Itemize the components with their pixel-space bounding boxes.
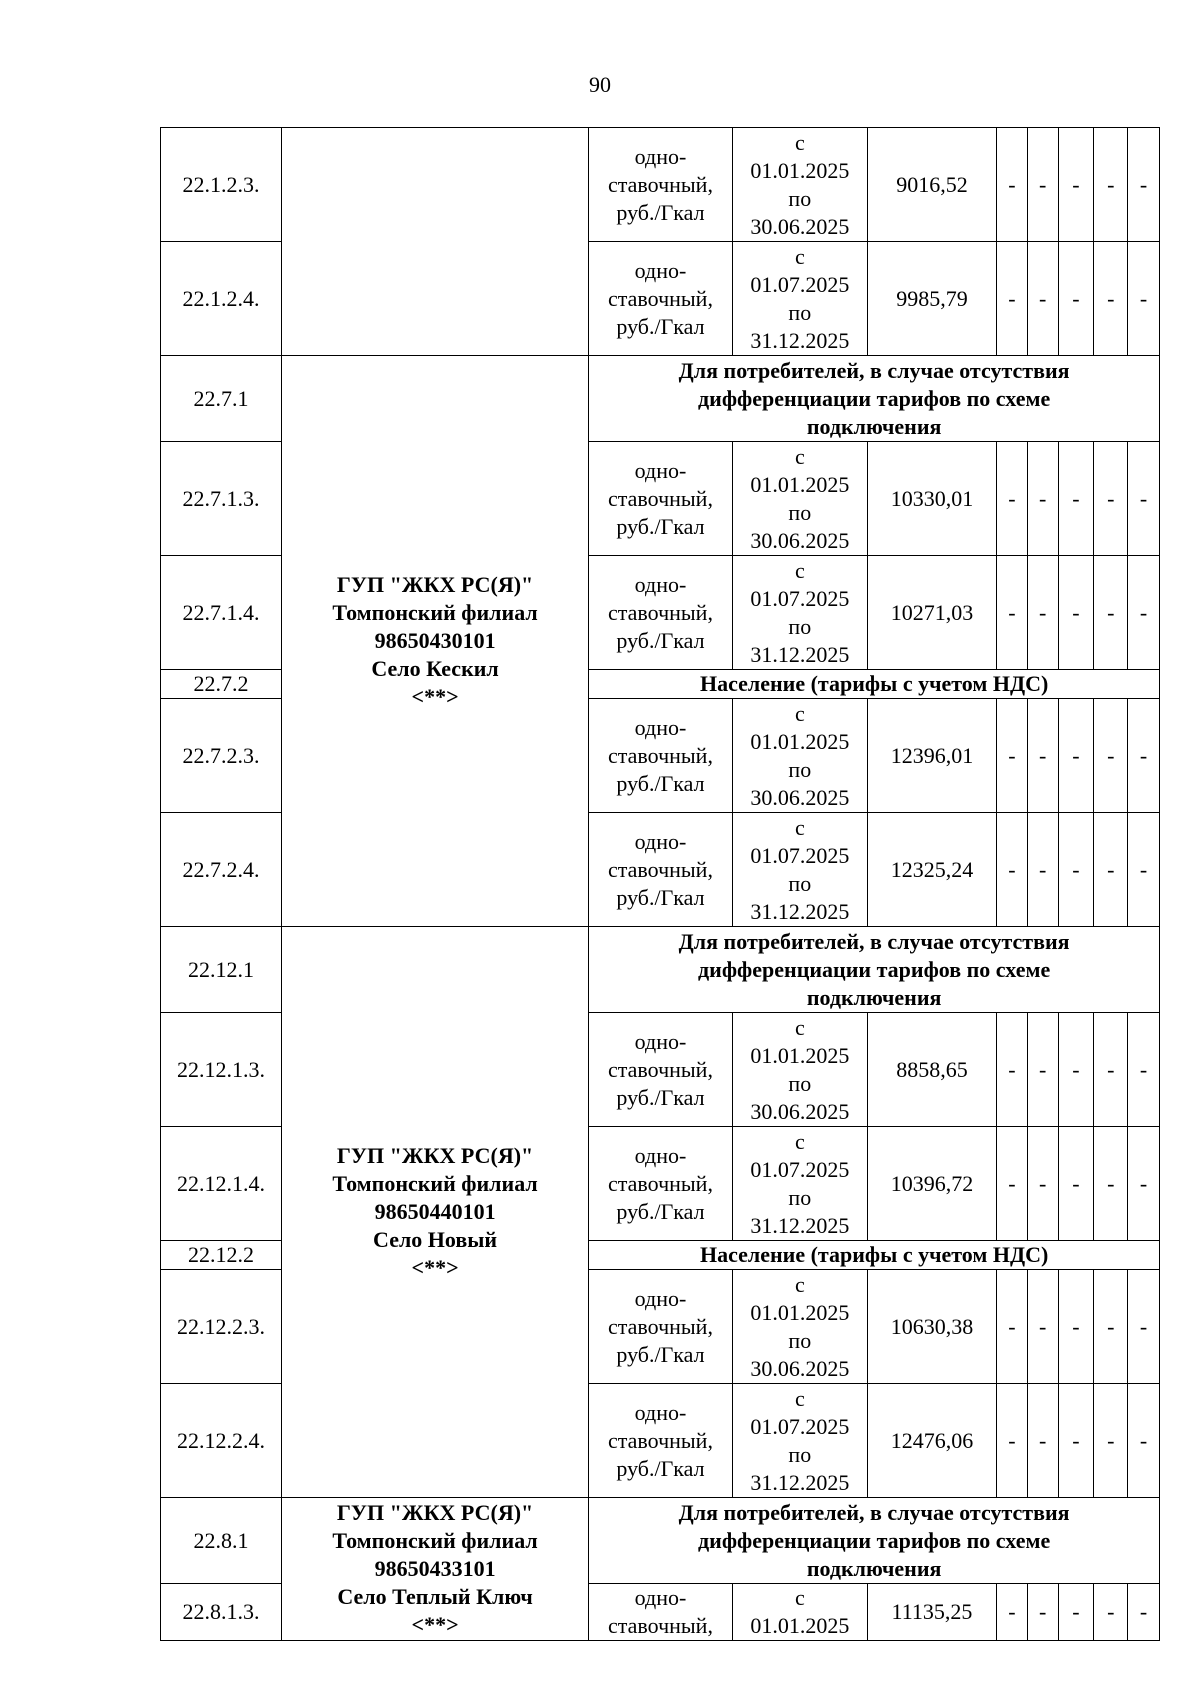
dash-cell: - bbox=[1027, 242, 1058, 356]
row-number: 22.8.1 bbox=[161, 1498, 282, 1584]
dash-cell: - bbox=[997, 442, 1028, 556]
dash-cell: - bbox=[1094, 442, 1128, 556]
dash-cell: - bbox=[997, 1384, 1028, 1498]
rate-type-cell: одно- ставочный, руб./Гкал bbox=[589, 1384, 732, 1498]
dash-cell: - bbox=[1094, 1127, 1128, 1241]
tariff-value: 11135,25 bbox=[867, 1584, 996, 1641]
rate-type-cell: одно- ставочный, руб./Гкал bbox=[589, 128, 732, 242]
table-row bbox=[161, 356, 1160, 442]
row-number: 22.7.1 bbox=[161, 356, 282, 442]
section-header-population: Население (тарифы с учетом НДС) bbox=[589, 1241, 1160, 1270]
row-number: 22.12.2 bbox=[161, 1241, 282, 1270]
dash-cell: - bbox=[997, 242, 1028, 356]
organization-cell: ГУП "ЖКХ РС(Я)" Томпонский филиал 98650430101 Село Кескил <**> bbox=[281, 356, 588, 927]
dash-cell: - bbox=[1094, 1384, 1128, 1498]
tariff-value: 9985,79 bbox=[867, 242, 996, 356]
dash-cell: - bbox=[1128, 1584, 1160, 1641]
table-row bbox=[161, 1498, 1160, 1584]
dash-cell: - bbox=[1058, 1584, 1094, 1641]
period-cell: с 01.01.2025 по 30.06.2025 bbox=[732, 1013, 867, 1127]
row-number: 22.7.2 bbox=[161, 670, 282, 699]
dash-cell: - bbox=[1128, 556, 1160, 670]
dash-cell: - bbox=[997, 556, 1028, 670]
period-cell: с 01.01.2025 по 30.06.2025 bbox=[732, 699, 867, 813]
dash-cell: - bbox=[997, 813, 1028, 927]
tariff-value: 10271,03 bbox=[867, 556, 996, 670]
row-number: 22.8.1.3. bbox=[161, 1584, 282, 1641]
dash-cell: - bbox=[1128, 699, 1160, 813]
rate-type-cell: одно- ставочный, руб./Гкал bbox=[589, 1013, 732, 1127]
tariff-value: 9016,52 bbox=[867, 128, 996, 242]
dash-cell: - bbox=[1094, 1013, 1128, 1127]
tariff-table bbox=[160, 127, 1160, 1641]
row-number: 22.7.2.4. bbox=[161, 813, 282, 927]
dash-cell: - bbox=[1058, 242, 1094, 356]
tariff-value: 8858,65 bbox=[867, 1013, 996, 1127]
dash-cell: - bbox=[1128, 128, 1160, 242]
dash-cell: - bbox=[997, 699, 1028, 813]
section-header-population: Население (тарифы с учетом НДС) bbox=[589, 670, 1160, 699]
dash-cell: - bbox=[1128, 242, 1160, 356]
row-number: 22.7.2.3. bbox=[161, 699, 282, 813]
rate-type-cell: одно- ставочный, руб./Гкал bbox=[589, 699, 732, 813]
dash-cell: - bbox=[1128, 1013, 1160, 1127]
organization-cell: ГУП "ЖКХ РС(Я)" Томпонский филиал 98650440101 Село Новый <**> bbox=[281, 927, 588, 1498]
dash-cell: - bbox=[1058, 1127, 1094, 1241]
row-number: 22.1.2.4. bbox=[161, 242, 282, 356]
row-number: 22.1.2.3. bbox=[161, 128, 282, 242]
dash-cell: - bbox=[1058, 699, 1094, 813]
period-cell: с 01.07.2025 по 31.12.2025 bbox=[732, 813, 867, 927]
dash-cell: - bbox=[1058, 1013, 1094, 1127]
dash-cell: - bbox=[997, 1584, 1028, 1641]
dash-cell: - bbox=[1027, 442, 1058, 556]
dash-cell: - bbox=[1094, 242, 1128, 356]
table-row bbox=[161, 927, 1160, 1013]
rate-type-cell: одно- ставочный, руб./Гкал bbox=[589, 1270, 732, 1384]
dash-cell: - bbox=[1027, 1013, 1058, 1127]
tariff-value: 12325,24 bbox=[867, 813, 996, 927]
period-cell: с 01.01.2025 по 30.06.2025 bbox=[732, 442, 867, 556]
rate-type-cell: одно- ставочный, руб./Гкал bbox=[589, 242, 732, 356]
rate-type-cell: одно- ставочный, bbox=[589, 1584, 732, 1641]
dash-cell: - bbox=[1058, 1384, 1094, 1498]
rate-type-cell: одно- ставочный, руб./Гкал bbox=[589, 556, 732, 670]
dash-cell: - bbox=[997, 1127, 1028, 1241]
rate-type-cell: одно- ставочный, руб./Гкал bbox=[589, 1127, 732, 1241]
table-row bbox=[161, 128, 1160, 242]
dash-cell: - bbox=[1128, 1384, 1160, 1498]
section-header-consumers: Для потребителей, в случае отсутствия дифференциации тарифов по схеме подключения bbox=[589, 927, 1160, 1013]
tariff-value: 12476,06 bbox=[867, 1384, 996, 1498]
dash-cell: - bbox=[1128, 1270, 1160, 1384]
dash-cell: - bbox=[1058, 556, 1094, 670]
dash-cell: - bbox=[997, 1013, 1028, 1127]
dash-cell: - bbox=[1128, 813, 1160, 927]
dash-cell: - bbox=[1094, 699, 1128, 813]
dash-cell: - bbox=[1027, 1384, 1058, 1498]
dash-cell: - bbox=[1027, 128, 1058, 242]
page-number: 90 bbox=[589, 72, 611, 97]
period-cell: с 01.01.2025 bbox=[732, 1584, 867, 1641]
period-cell: с 01.07.2025 по 31.12.2025 bbox=[732, 242, 867, 356]
organization-cell-empty bbox=[281, 128, 588, 356]
dash-cell: - bbox=[1128, 1127, 1160, 1241]
row-number: 22.12.1.3. bbox=[161, 1013, 282, 1127]
dash-cell: - bbox=[1094, 128, 1128, 242]
period-cell: с 01.01.2025 по 30.06.2025 bbox=[732, 128, 867, 242]
tariff-value: 10396,72 bbox=[867, 1127, 996, 1241]
dash-cell: - bbox=[997, 128, 1028, 242]
row-number: 22.12.1 bbox=[161, 927, 282, 1013]
tariff-value: 10330,01 bbox=[867, 442, 996, 556]
period-cell: с 01.01.2025 по 30.06.2025 bbox=[732, 1270, 867, 1384]
dash-cell: - bbox=[1027, 1127, 1058, 1241]
rate-type-cell: одно- ставочный, руб./Гкал bbox=[589, 813, 732, 927]
row-number: 22.12.2.4. bbox=[161, 1384, 282, 1498]
dash-cell: - bbox=[1027, 1584, 1058, 1641]
rate-type-cell: одно- ставочный, руб./Гкал bbox=[589, 442, 732, 556]
period-cell: с 01.07.2025 по 31.12.2025 bbox=[732, 1384, 867, 1498]
organization-cell: ГУП "ЖКХ РС(Я)" Томпонский филиал 98650433101 Село Теплый Ключ <**> bbox=[281, 1498, 588, 1641]
dash-cell: - bbox=[1027, 813, 1058, 927]
period-cell: с 01.07.2025 по 31.12.2025 bbox=[732, 1127, 867, 1241]
dash-cell: - bbox=[1058, 442, 1094, 556]
row-number: 22.7.1.4. bbox=[161, 556, 282, 670]
dash-cell: - bbox=[1058, 1270, 1094, 1384]
tariff-value: 10630,38 bbox=[867, 1270, 996, 1384]
dash-cell: - bbox=[1058, 128, 1094, 242]
row-number: 22.12.2.3. bbox=[161, 1270, 282, 1384]
period-cell: с 01.07.2025 по 31.12.2025 bbox=[732, 556, 867, 670]
dash-cell: - bbox=[1094, 556, 1128, 670]
section-header-consumers: Для потребителей, в случае отсутствия дифференциации тарифов по схеме подключения bbox=[589, 356, 1160, 442]
dash-cell: - bbox=[1128, 442, 1160, 556]
dash-cell: - bbox=[1027, 556, 1058, 670]
dash-cell: - bbox=[1027, 1270, 1058, 1384]
row-number: 22.7.1.3. bbox=[161, 442, 282, 556]
row-number: 22.12.1.4. bbox=[161, 1127, 282, 1241]
section-header-consumers: Для потребителей, в случае отсутствия дифференциации тарифов по схеме подключения bbox=[589, 1498, 1160, 1584]
dash-cell: - bbox=[1094, 1270, 1128, 1384]
tariff-value: 12396,01 bbox=[867, 699, 996, 813]
dash-cell: - bbox=[1027, 699, 1058, 813]
dash-cell: - bbox=[1094, 1584, 1128, 1641]
dash-cell: - bbox=[1058, 813, 1094, 927]
dash-cell: - bbox=[997, 1270, 1028, 1384]
dash-cell: - bbox=[1094, 813, 1128, 927]
